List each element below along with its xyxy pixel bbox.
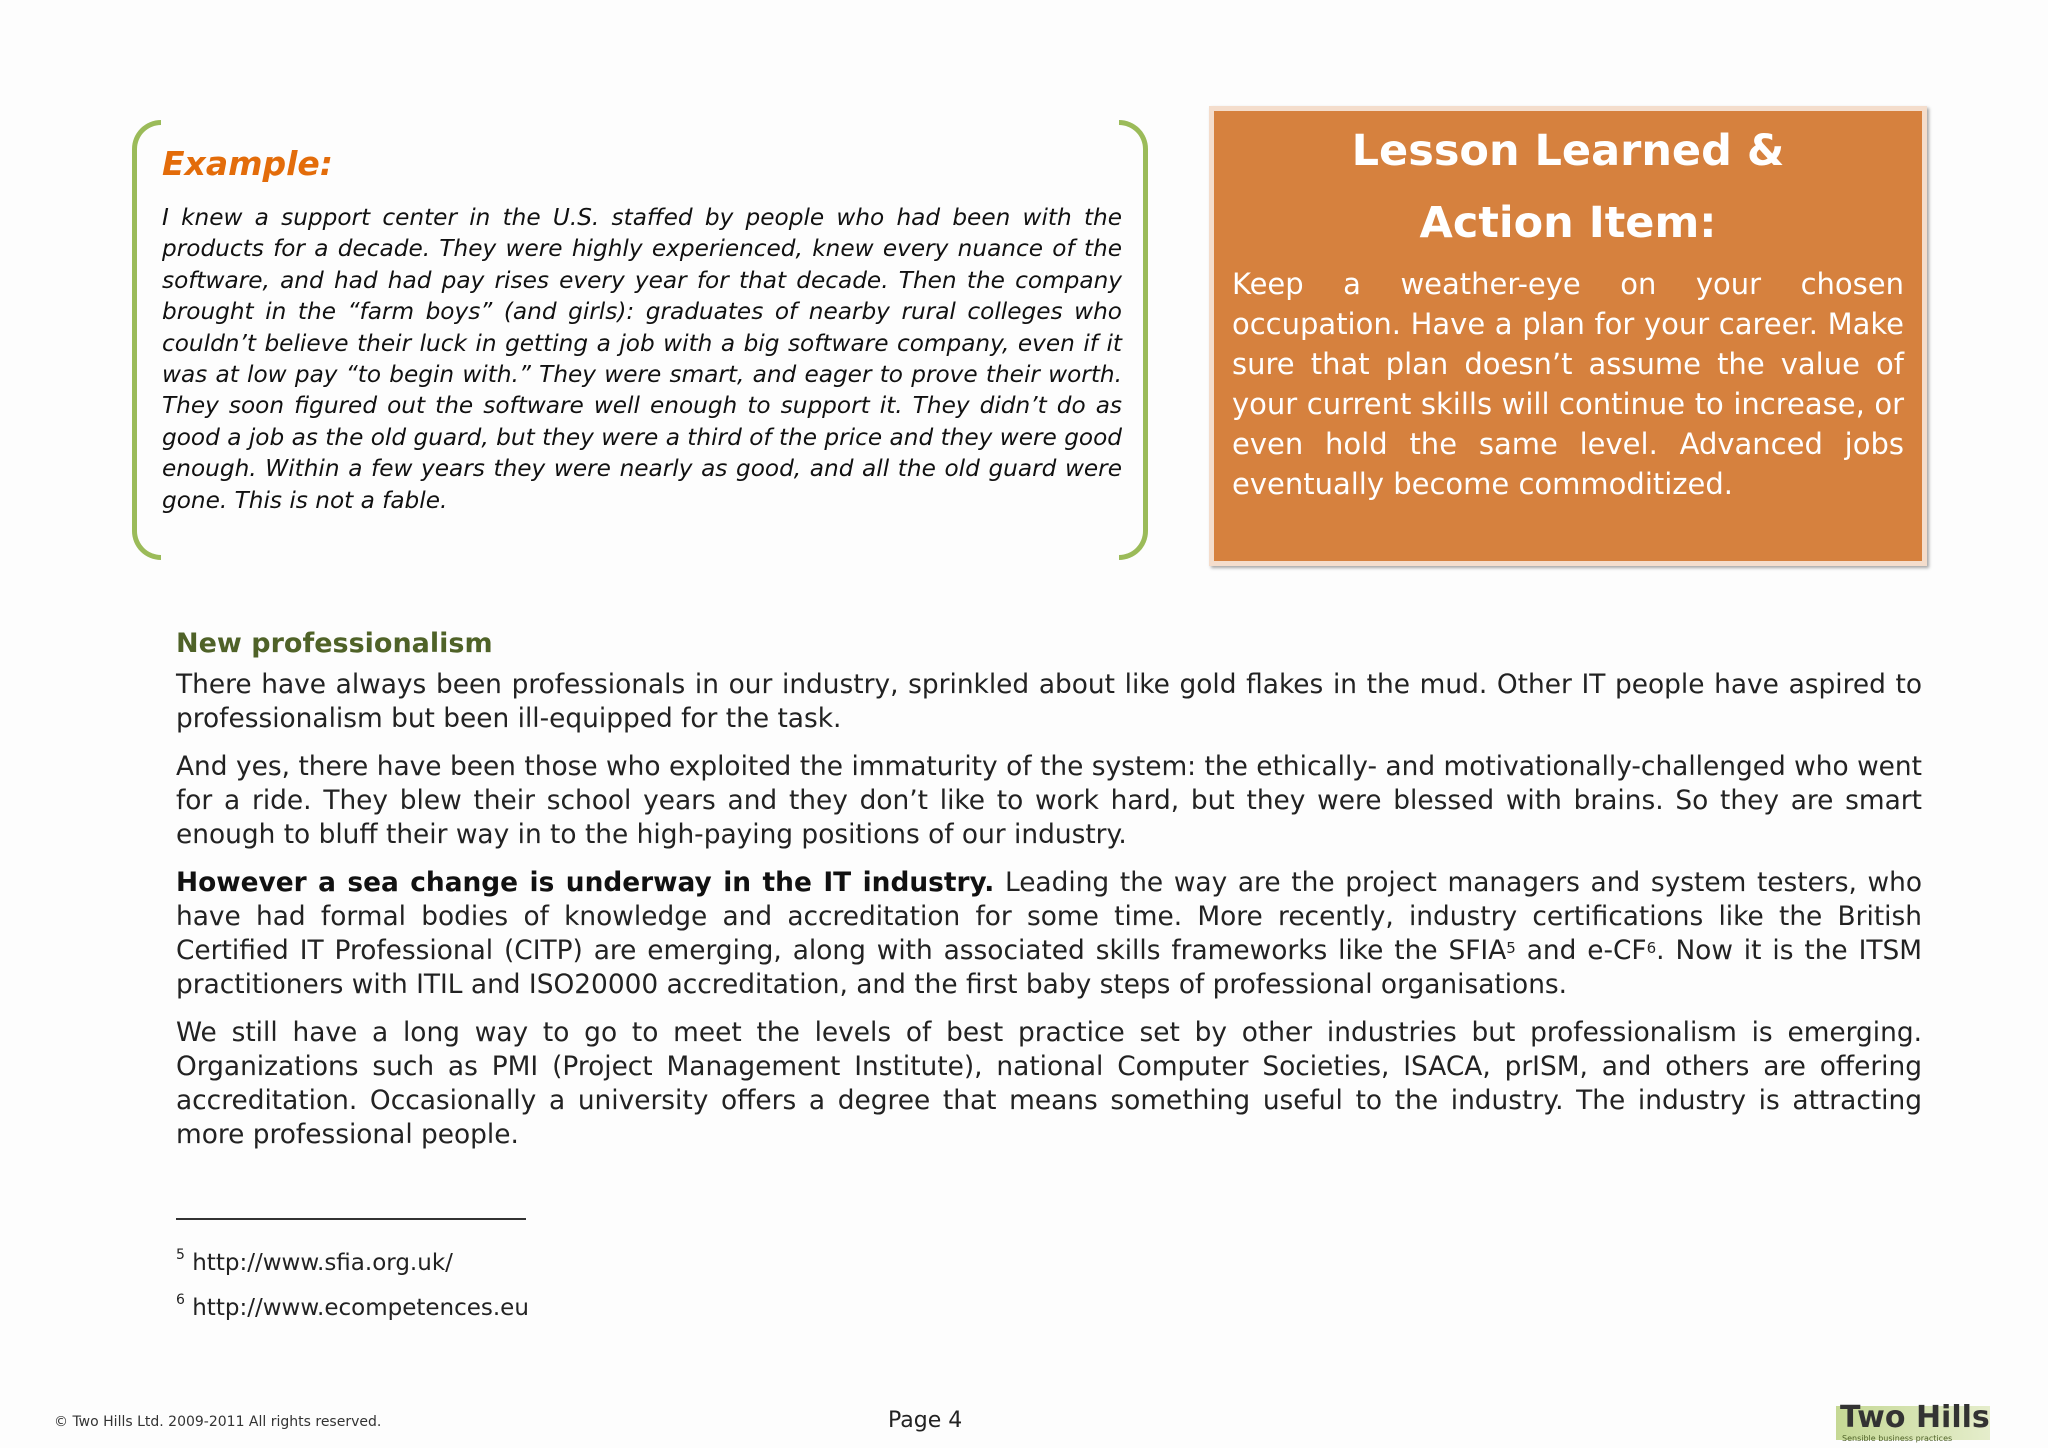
footnote-5-link[interactable]: http://www.sfia.org.uk/ (192, 1250, 453, 1276)
lesson-title (1214, 115, 1922, 259)
footnote-separator (176, 1218, 526, 1220)
paragraph-2: And yes, there have been those who exploited the immaturity of the system: the ethically- and motivationally-challenged who went for a ride. They blew their school years and they don’t like to work hard, but they were blessed with brains. So they are smart enough to bluff their way in to the high-paying positions of our industry. (176, 751, 1922, 850)
footnote-5 (176, 1247, 453, 1276)
example-body: I knew a support center in the U.S. staffed by people who had been with the products for a decade. They were highly experienced, knew every nuance of the software, and had had pay rises every year for that decade. Then the company brought in the “farm boys” (and girls): graduates of nearby rural colleges who couldn’t believe their luck in getting a job with a big software company, even if it was at low pay “to begin with.” They were smart, and eager to prove their worth. They soon figured out the software well enough to support it. They didn’t do as good a job as the old guard, but they were a third of the price and they were good enough. Within a few years they were nearly as good, and all the old guard were gone. This is not a fable. (162, 204, 1122, 514)
paragraph-3-text-c: . Now it is the ITSM practitioners with ITIL and ISO20000 accreditation, and the first baby steps of professional organisations. (176, 935, 1922, 1000)
footnote-5-number: 5 (176, 1247, 185, 1263)
footer-copyright: © Two Hills Ltd. 2009-2011 All rights reserved. (54, 1414, 382, 1430)
paragraph-4: We still have a long way to go to meet the levels of best practice set by other industries but professionalism is emerging. Organizations such as PMI (Project Management Institute), national Computer Societies, ISACA, prISM, and others are offering accreditation. Occasionally a university offers a degree that means something useful to the industry. The industry is attracting more professional people. (176, 1017, 1922, 1150)
footnote-ref-5[interactable]: 5 (1506, 939, 1516, 957)
main-content (176, 626, 1922, 1166)
footnote-6-link[interactable]: http://www.ecompetences.eu (192, 1295, 529, 1321)
two-hills-logo (1836, 1402, 1996, 1444)
page-number: Page 4 (888, 1408, 963, 1433)
footnote-ref-6[interactable]: 6 (1646, 939, 1657, 957)
left-bracket-decoration (132, 120, 161, 560)
footnote-6 (176, 1292, 529, 1321)
footnote-6-number: 6 (176, 1292, 185, 1308)
lesson-learned-box (1209, 106, 1927, 566)
paragraph-3 (176, 866, 1922, 1002)
paragraph-1: There have always been professionals in our industry, sprinkled about like gold flakes in the mud. Other IT people have aspired to professionalism but been ill-equipped for the task. (176, 669, 1922, 734)
paragraph-3-text-b: and e-CF (1515, 935, 1647, 966)
lesson-title-line2: Action Item: (1419, 198, 1717, 248)
logo-tagline: Sensible business practices (1842, 1434, 1953, 1443)
paragraph-3-text-a: Leading the way are the project managers and system testers, who have had formal bodies of knowledge and accreditation for some time. More recently, industry certifications like the British Certified IT Professional (CITP) are emerging, along with associated skills frameworks like the SFIA (176, 867, 1922, 966)
right-bracket-decoration (1119, 120, 1148, 560)
example-title: Example: (162, 144, 333, 183)
section-heading: New professionalism (176, 628, 493, 659)
logo-name: Two Hills (1840, 1400, 1990, 1435)
paragraph-3-bold-lead: However a sea change is underway in the IT industry. (176, 867, 995, 898)
lesson-title-line1: Lesson Learned & (1351, 126, 1785, 176)
lesson-body: Keep a weather-eye on your chosen occupation. Have a plan for your career. Make sure that plan doesn’t assume the value of your current skills will continue to increase, or even hold the same level. Advanced jobs eventually become commoditized. (1232, 267, 1904, 501)
example-callout (132, 120, 1148, 550)
